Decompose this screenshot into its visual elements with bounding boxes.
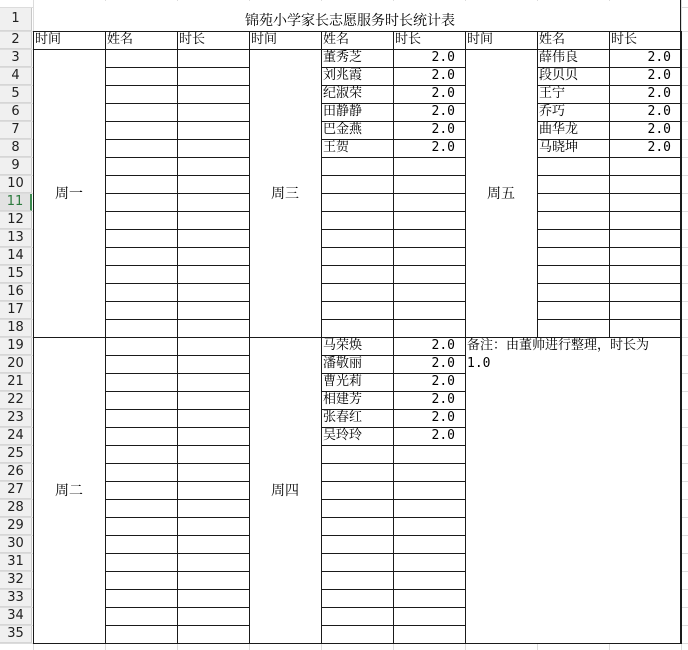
wed-name-2[interactable]: 刘兆霞 — [323, 68, 363, 83]
row-header-11[interactable]: 11 — [0, 193, 32, 211]
wed-name-3[interactable]: 纪淑荣 — [323, 86, 363, 101]
row-header-4[interactable]: 4 — [0, 67, 32, 85]
cell-border — [105, 391, 250, 392]
cell-border — [321, 589, 466, 590]
thu-name-6[interactable]: 吴玲玲 — [323, 428, 363, 443]
row-header-24[interactable]: 24 — [0, 427, 32, 445]
cell-border — [105, 175, 250, 176]
cell-border — [321, 499, 466, 500]
thu-name-3[interactable]: 曹光莉 — [323, 374, 363, 389]
merged-cell-fill — [466, 338, 681, 643]
thu-hours-3[interactable]: 2.0 — [431, 374, 455, 389]
cell-border — [321, 319, 466, 320]
thu-hours-4[interactable]: 2.0 — [431, 392, 455, 407]
row-header-2[interactable]: 2 — [0, 31, 32, 49]
thu-hours-1[interactable]: 2.0 — [431, 338, 455, 353]
cell-border — [537, 301, 682, 302]
cell-border — [537, 265, 682, 266]
header-duration-1[interactable]: 时长 — [179, 32, 206, 47]
row-header-34[interactable]: 34 — [0, 607, 32, 625]
fri-name-1[interactable]: 薛伟良 — [539, 50, 579, 65]
day-monday[interactable]: 周一 — [55, 186, 83, 202]
row-header-25[interactable]: 25 — [0, 445, 32, 463]
cell-border — [537, 247, 682, 248]
wed-hours-4[interactable]: 2.0 — [431, 104, 455, 119]
cell-border — [537, 211, 682, 212]
cell-border — [537, 31, 538, 338]
row-header-31[interactable]: 31 — [0, 553, 32, 571]
cell-border — [321, 193, 466, 194]
cell-border — [321, 175, 466, 176]
cell-border — [321, 553, 466, 554]
wed-name-6[interactable]: 王贺 — [323, 140, 350, 155]
header-time-1[interactable]: 时间 — [35, 32, 62, 47]
wed-name-5[interactable]: 巴金燕 — [323, 122, 363, 137]
cell-border — [321, 517, 466, 518]
row-header-33[interactable]: 33 — [0, 589, 32, 607]
cell-border — [105, 67, 250, 68]
cell-border — [681, 31, 682, 644]
cell-border — [537, 283, 682, 284]
row-header-7[interactable]: 7 — [0, 121, 32, 139]
thu-name-5[interactable]: 张春红 — [323, 410, 363, 425]
row-header-10[interactable]: 10 — [0, 175, 32, 193]
wed-hours-3[interactable]: 2.0 — [431, 86, 455, 101]
cell-border — [321, 157, 466, 158]
row-header-30[interactable]: 30 — [0, 535, 32, 553]
cell-border — [321, 481, 466, 482]
cell-border — [105, 427, 250, 428]
wed-hours-1[interactable]: 2.0 — [431, 50, 455, 65]
day-friday[interactable]: 周五 — [487, 186, 515, 202]
cell-border — [105, 625, 250, 626]
cell-border — [321, 283, 466, 284]
fri-name-3[interactable]: 王宁 — [539, 86, 566, 101]
cell-border — [321, 607, 466, 608]
fri-name-4[interactable]: 乔巧 — [539, 104, 566, 119]
wed-hours-6[interactable]: 2.0 — [431, 140, 455, 155]
cell-border — [105, 121, 250, 122]
cell-border — [321, 463, 466, 464]
day-thursday[interactable]: 周四 — [271, 483, 299, 499]
fri-name-6[interactable]: 马晓坤 — [539, 140, 579, 155]
cell-border — [105, 481, 250, 482]
fri-name-2[interactable]: 段贝贝 — [539, 68, 579, 83]
sheet-title[interactable]: 锦苑小学家长志愿服务时长统计表 — [245, 13, 455, 29]
cell-border — [105, 463, 250, 464]
day-wednesday[interactable]: 周三 — [271, 186, 299, 202]
header-name-2[interactable]: 姓名 — [323, 32, 350, 47]
cell-border — [321, 301, 466, 302]
cell-border — [105, 139, 250, 140]
row-header-6[interactable]: 6 — [0, 103, 32, 121]
cell-border — [105, 589, 250, 590]
header-time-2[interactable]: 时间 — [251, 32, 278, 47]
cell-border — [105, 445, 250, 446]
row-header-15[interactable]: 15 — [0, 265, 32, 283]
cell-border — [105, 571, 250, 572]
header-time-3[interactable]: 时间 — [467, 32, 494, 47]
cell-border — [321, 265, 466, 266]
row-header-18[interactable]: 18 — [0, 319, 32, 337]
cell-border — [105, 301, 250, 302]
day-tuesday[interactable]: 周二 — [55, 483, 83, 499]
thu-name-1[interactable]: 马荣焕 — [323, 338, 363, 353]
thu-hours-2[interactable]: 2.0 — [431, 356, 455, 371]
fri-hours-1[interactable]: 2.0 — [647, 50, 671, 65]
cell-border — [321, 535, 466, 536]
cell-border — [105, 517, 250, 518]
cell-border — [105, 193, 250, 194]
cell-border — [105, 319, 250, 320]
header-duration-3[interactable]: 时长 — [611, 32, 638, 47]
cell-border — [105, 247, 250, 248]
cell-border — [321, 247, 466, 248]
thu-name-2[interactable]: 潘敬丽 — [323, 356, 363, 371]
thu-name-4[interactable]: 相建芳 — [323, 392, 363, 407]
row-header-16[interactable]: 16 — [0, 283, 32, 301]
cell-border — [105, 409, 250, 410]
row-header-9[interactable]: 9 — [0, 157, 32, 175]
thu-hours-5[interactable]: 2.0 — [431, 410, 455, 425]
cell-border — [105, 85, 250, 86]
row-header-8[interactable]: 8 — [0, 139, 32, 157]
cell-border — [105, 229, 250, 230]
thu-hours-6[interactable]: 2.0 — [431, 428, 455, 443]
fri-name-5[interactable]: 曲华龙 — [539, 122, 579, 137]
row-header-29[interactable]: 29 — [0, 517, 32, 535]
fri-hours-3[interactable]: 2.0 — [647, 86, 671, 101]
cell-border — [537, 157, 682, 158]
row-header-14[interactable]: 14 — [0, 247, 32, 265]
cell-border — [321, 625, 466, 626]
row-header-23[interactable]: 23 — [0, 409, 32, 427]
cell-border — [105, 355, 250, 356]
row-header-21[interactable]: 21 — [0, 373, 32, 391]
fri-hours-4[interactable]: 2.0 — [647, 104, 671, 119]
cell-border — [537, 319, 682, 320]
wed-hours-5[interactable]: 2.0 — [431, 122, 455, 137]
cell-border — [537, 193, 682, 194]
row-header-35[interactable]: 35 — [0, 625, 32, 643]
cell-border — [105, 103, 250, 104]
fri-hours-6[interactable]: 2.0 — [647, 140, 671, 155]
note-line-1[interactable]: 备注：由董帅进行整理，时长为 — [467, 338, 650, 353]
cell-border — [105, 553, 250, 554]
row-header-12[interactable]: 12 — [0, 211, 32, 229]
fri-hours-5[interactable]: 2.0 — [647, 122, 671, 137]
row-header-17[interactable]: 17 — [0, 301, 32, 319]
row-header-26[interactable]: 26 — [0, 463, 32, 481]
cell-border — [321, 571, 466, 572]
cell-border — [105, 157, 250, 158]
cell-border — [105, 499, 250, 500]
row-header-28[interactable]: 28 — [0, 499, 32, 517]
cell-border — [609, 31, 610, 338]
cell-border — [105, 265, 250, 266]
cell-border — [321, 229, 466, 230]
row-header-5[interactable]: 5 — [0, 85, 32, 103]
cell-border — [537, 175, 682, 176]
cell-border — [321, 445, 466, 446]
cell-border — [537, 229, 682, 230]
cell-border — [321, 211, 466, 212]
row-header-19[interactable]: 19 — [0, 337, 32, 355]
cell-border — [105, 535, 250, 536]
wed-hours-2[interactable]: 2.0 — [431, 68, 455, 83]
row-header-27[interactable]: 27 — [0, 481, 32, 499]
row-header-13[interactable]: 13 — [0, 229, 32, 247]
row-header-1[interactable]: 1 — [0, 7, 32, 31]
row-header-3[interactable]: 3 — [0, 49, 32, 67]
row-header-22[interactable]: 22 — [0, 391, 32, 409]
fri-hours-2[interactable]: 2.0 — [647, 68, 671, 83]
cell-border — [105, 211, 250, 212]
row-header-20[interactable]: 20 — [0, 355, 32, 373]
header-name-3[interactable]: 姓名 — [539, 32, 566, 47]
header-name-1[interactable]: 姓名 — [107, 32, 134, 47]
wed-name-1[interactable]: 董秀芝 — [323, 50, 363, 65]
row-header-32[interactable]: 32 — [0, 571, 32, 589]
wed-name-4[interactable]: 田静静 — [323, 104, 363, 119]
cell-border — [105, 373, 250, 374]
cell-border — [105, 607, 250, 608]
header-duration-2[interactable]: 时长 — [395, 32, 422, 47]
cell-border — [105, 283, 250, 284]
cell-border — [33, 643, 681, 644]
note-line-2[interactable]: 1.0 — [467, 356, 491, 371]
